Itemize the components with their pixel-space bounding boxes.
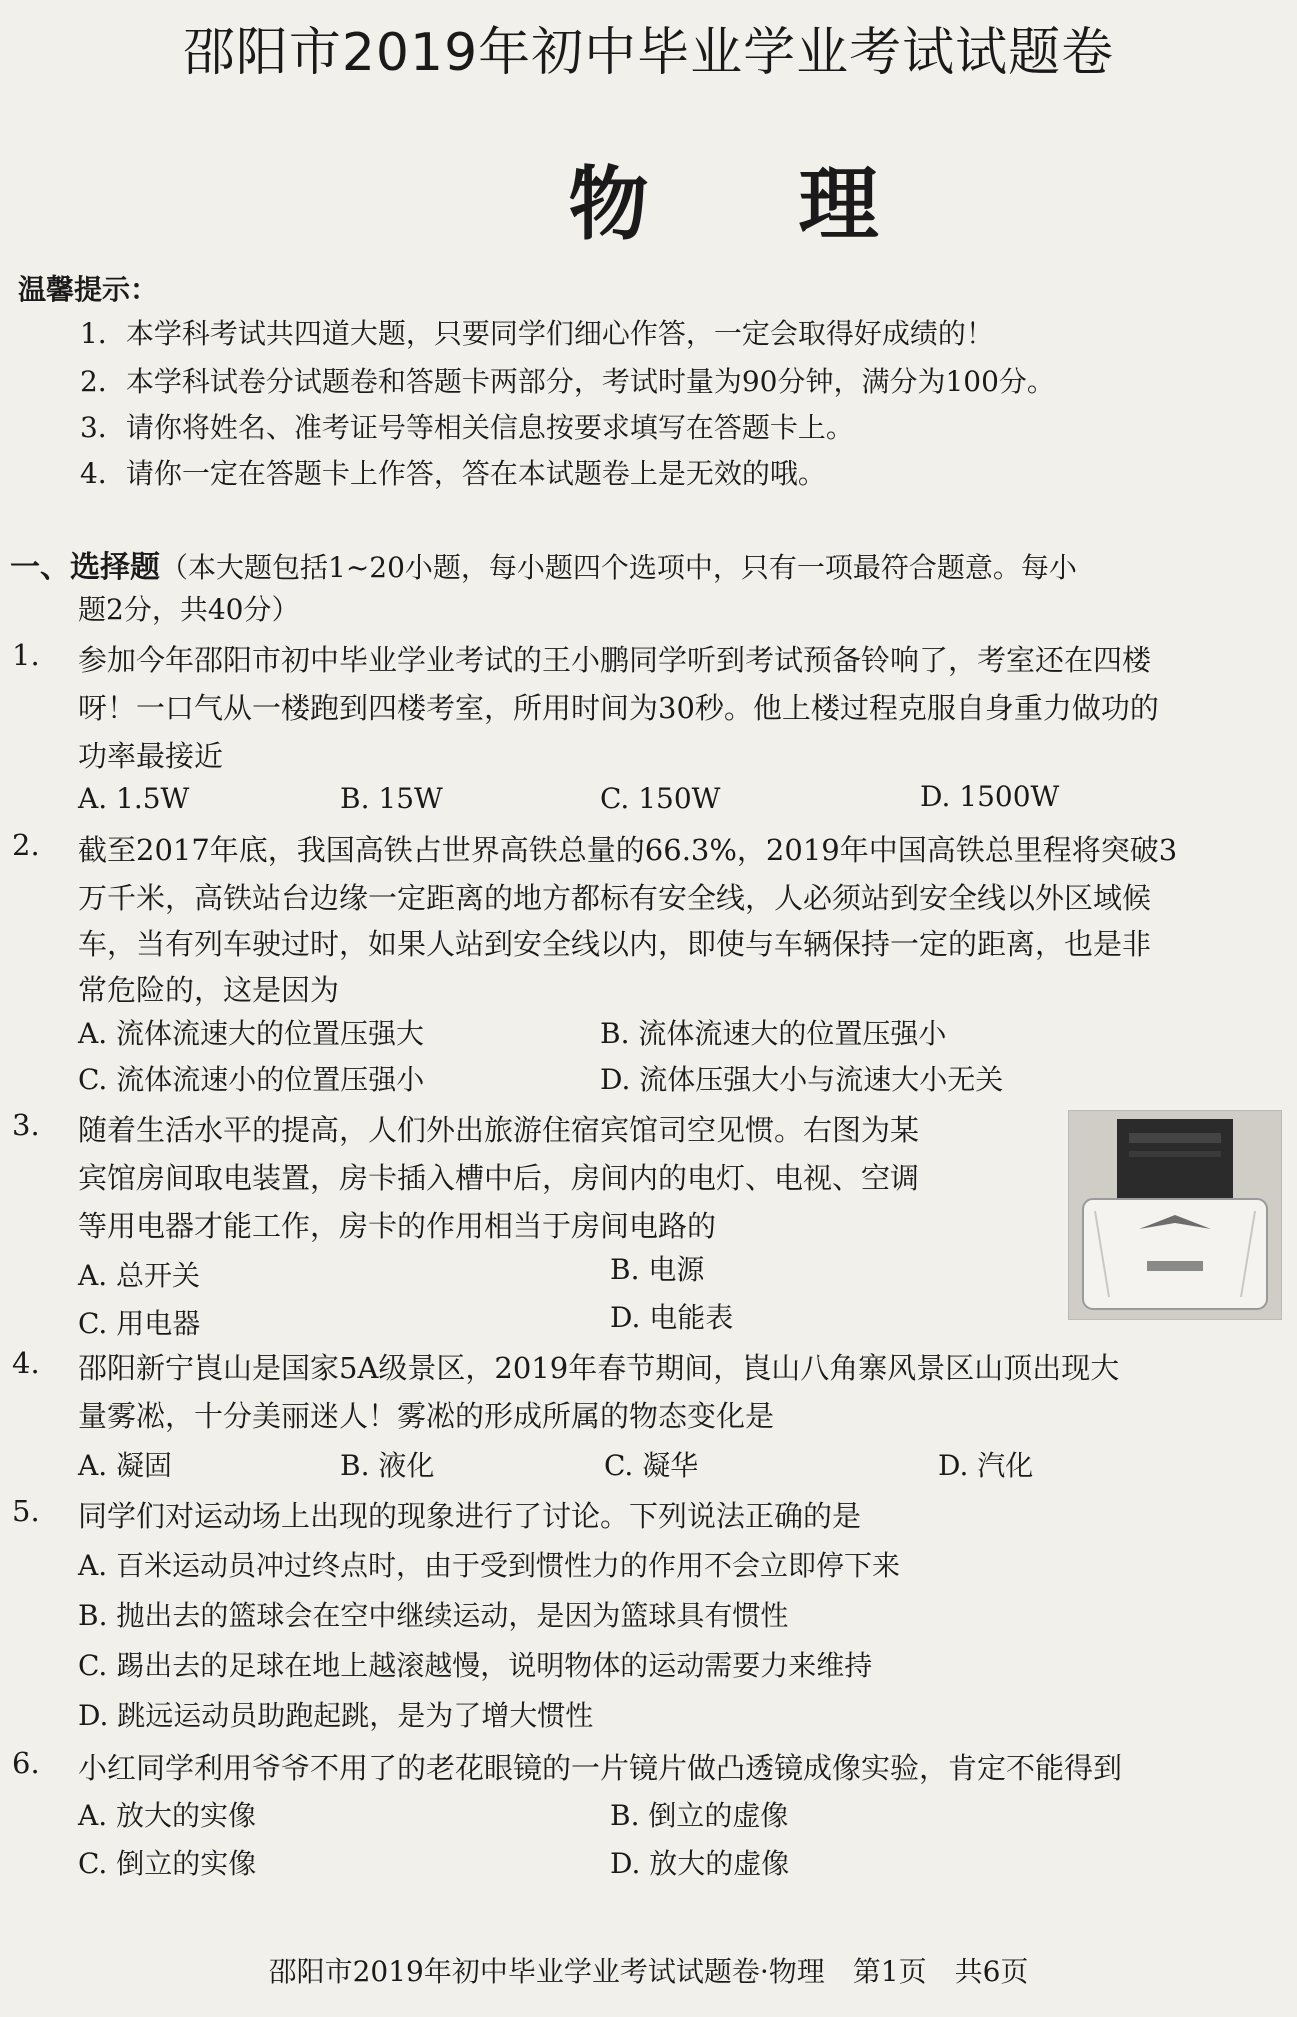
option-a: A. 凝固 bbox=[78, 1449, 173, 1482]
tip-item: 2．本学科试卷分试题卷和答题卡两部分，考试时量为90分钟，满分为100分。 bbox=[80, 365, 1055, 398]
option-c: C. 150W bbox=[600, 782, 721, 815]
question-text: 邵阳新宁崀山是国家5A级景区，2019年春节期间，崀山八角寨风景区山顶出现大 bbox=[78, 1351, 1120, 1385]
option-c: C. 流体流速小的位置压强小 bbox=[78, 1063, 425, 1096]
option-a: A. 流体流速大的位置压强大 bbox=[78, 1017, 425, 1050]
question-number: 1. bbox=[12, 638, 40, 672]
question-text: 参加今年邵阳市初中毕业学业考试的王小鹏同学听到考试预备铃响了，考室还在四楼 bbox=[78, 643, 1152, 677]
option-a: A. 总开关 bbox=[78, 1259, 201, 1292]
question-number: 2. bbox=[12, 828, 40, 862]
page-footer: 邵阳市2019年初中毕业学业考试试题卷·物理 第1页 共6页 bbox=[268, 1955, 1029, 1988]
question-text: 截至2017年底，我国高铁占世界高铁总量的66.3%，2019年中国高铁总里程将突破3 bbox=[78, 833, 1178, 867]
question-number: 3. bbox=[12, 1108, 40, 1142]
option-b: B. 倒立的虚像 bbox=[610, 1799, 789, 1832]
exam-title: 邵阳市2019年初中毕业学业考试试题卷 bbox=[182, 23, 1115, 83]
option-d: D. 汽化 bbox=[938, 1449, 1034, 1482]
section-desc: （本大题包括1~20小题，每小题四个选项中，只有一项最符合题意。每小 bbox=[160, 551, 1077, 584]
question-text: 宾馆房间取电装置，房卡插入槽中后，房间内的电灯、电视、空调 bbox=[78, 1161, 920, 1195]
option-b: B. 液化 bbox=[340, 1449, 435, 1482]
question-text: 车，当有列车驶过时，如果人站到安全线以内，即使与车辆保持一定的距离，也是非 bbox=[78, 927, 1152, 961]
question-text: 同学们对运动场上出现的现象进行了讨论。下列说法正确的是 bbox=[78, 1499, 862, 1533]
question-text: 常危险的，这是因为 bbox=[78, 973, 340, 1007]
option-c: C. 倒立的实像 bbox=[78, 1847, 257, 1880]
option-d: D. 跳远运动员助跑起跳，是为了增大惯性 bbox=[78, 1699, 594, 1732]
question-number: 6. bbox=[12, 1746, 40, 1780]
option-b: B. 抛出去的篮球会在空中继续运动，是因为篮球具有惯性 bbox=[78, 1599, 789, 1632]
option-a: A. 放大的实像 bbox=[78, 1799, 257, 1832]
option-d: D. 放大的虚像 bbox=[610, 1847, 790, 1880]
option-c: C. 踢出去的足球在地上越滚越慢，说明物体的运动需要力来维持 bbox=[78, 1649, 873, 1682]
section-title: 一、选择题 bbox=[10, 550, 160, 585]
tip-item: 4．请你一定在答题卡上作答，答在本试题卷上是无效的哦。 bbox=[80, 457, 826, 490]
option-d: D. 1500W bbox=[920, 780, 1060, 813]
room-card-power-switch-photo bbox=[1068, 1110, 1282, 1320]
option-d: D. 电能表 bbox=[610, 1301, 734, 1334]
option-c: C. 凝华 bbox=[604, 1449, 699, 1482]
question-text: 等用电器才能工作，房卡的作用相当于房间电路的 bbox=[78, 1209, 717, 1243]
question-text: 随着生活水平的提高，人们外出旅游住宿宾馆司空见惯。右图为某 bbox=[78, 1113, 920, 1147]
question-number: 4. bbox=[12, 1346, 40, 1380]
question-text: 呀！一口气从一楼跑到四楼考室，所用时间为30秒。他上楼过程克服自身重力做功的 bbox=[78, 691, 1159, 725]
question-text: 量雾凇，十分美丽迷人！雾凇的形成所属的物态变化是 bbox=[78, 1399, 775, 1433]
option-b: B. 电源 bbox=[610, 1253, 705, 1286]
section-desc-cont: 题2分，共40分） bbox=[78, 593, 300, 626]
option-a: A. 百米运动员冲过终点时，由于受到惯性力的作用不会立即停下来 bbox=[78, 1549, 901, 1582]
option-a: A. 1.5W bbox=[78, 782, 190, 815]
option-d: D. 流体压强大小与流速大小无关 bbox=[600, 1063, 1004, 1096]
question-text: 万千米，高铁站台边缘一定距离的地方都标有安全线，人必须站到安全线以外区域候 bbox=[78, 881, 1152, 915]
tips-heading: 温馨提示： bbox=[18, 273, 159, 306]
subject-title: 物理 bbox=[568, 157, 1029, 251]
tip-item: 1．本学科考试共四道大题，只要同学们细心作答，一定会取得好成绩的！ bbox=[80, 317, 994, 350]
option-b: B. 15W bbox=[340, 782, 443, 815]
tip-item: 3．请你将姓名、准考证号等相关信息按要求填写在答题卡上。 bbox=[80, 411, 854, 444]
section-heading bbox=[10, 542, 1077, 586]
question-number: 5. bbox=[12, 1494, 40, 1528]
question-text: 功率最接近 bbox=[78, 739, 224, 773]
option-c: C. 用电器 bbox=[78, 1307, 201, 1340]
option-b: B. 流体流速大的位置压强小 bbox=[600, 1017, 947, 1050]
question-text: 小红同学利用爷爷不用了的老花眼镜的一片镜片做凸透镜成像实验，肯定不能得到 bbox=[78, 1751, 1123, 1785]
room-card-slot-illustration bbox=[1069, 1111, 1281, 1319]
